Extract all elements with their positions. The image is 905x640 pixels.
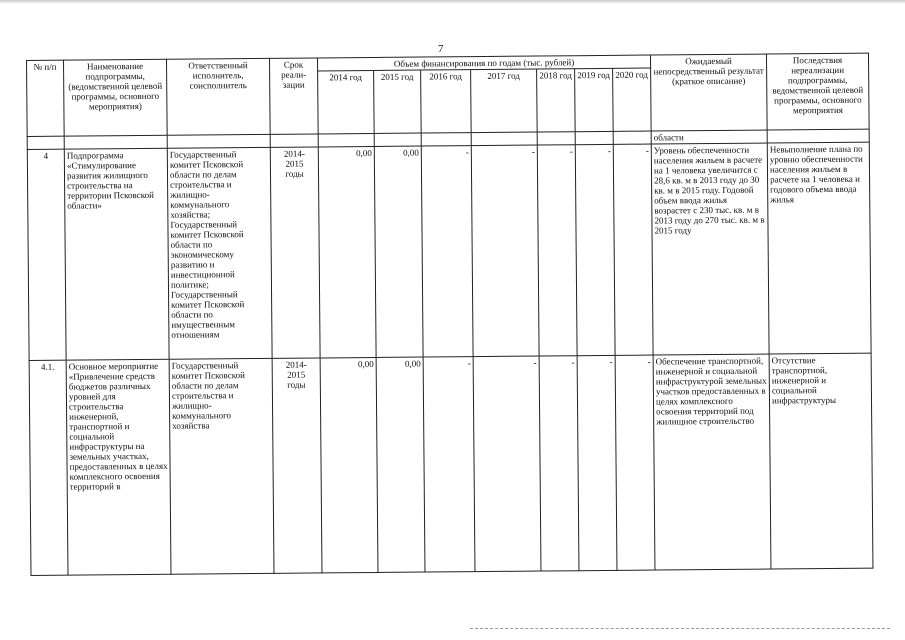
row-value-2019: - <box>575 144 615 355</box>
header-year-2017: 2017 год <box>471 69 538 133</box>
row-expected: Обеспечение транспортной, инженерной и социальной инфраструктурой земельных участков предоставленных в целях комплексного освоения территорий под жилищное строительство <box>653 354 771 570</box>
header-expected: Ожидаемый непосредственный результат (краткое описание) <box>650 54 767 131</box>
header-year-2020: 2020 год <box>613 68 652 131</box>
continuation-expected: области <box>651 130 767 144</box>
row-value-2015: 0,00 <box>376 357 425 572</box>
row-term: 2014- 2015 годы <box>272 358 322 573</box>
table-row <box>29 353 873 575</box>
row-executor: Государственный комитет Псковской области по делам строительства и жилищно-коммунального хозяйства; Государственный комитет Псковской области по экономическому развитию и инвестиционной политике; Государственный комитет Псковской области по имущественным отношениям <box>167 147 272 359</box>
program-table <box>26 53 873 576</box>
row-value-2020: - <box>613 144 653 355</box>
row-value-2017: - <box>471 145 539 357</box>
header-name: Наименование подпрограммы, (ведомственной целевой программы, основного мероприятия) <box>64 59 168 136</box>
row-value-2020: - <box>615 355 655 570</box>
scan-edge-top <box>0 0 905 4</box>
row-name: Подпрограмма «Стимулирование развития жилищного строительства на территории Псковской области» <box>64 148 169 360</box>
header-num: № п/п <box>27 60 65 136</box>
row-executor: Государственный комитет Псковской области по делам строительства и жилищно-коммунального хозяйства <box>169 358 274 574</box>
header-year-2019: 2019 год <box>575 68 614 131</box>
header-funding-group: Объем финансирования по годам (тыс. рублей) <box>317 55 650 71</box>
row-value-2016: - <box>421 146 473 357</box>
row-num: 4 <box>27 149 66 360</box>
header-year-2016: 2016 год <box>421 70 472 133</box>
row-term: 2014- 2015 годы <box>270 147 320 358</box>
row-value-2015: 0,00 <box>374 146 423 357</box>
row-consequences: Невыполнение плана по уровню обеспеченности населения жильем в расчете на 1 человека и годового объема ввода жилья <box>767 142 871 354</box>
scan-edge-bottom <box>470 628 890 630</box>
row-value-2014: 0,00 <box>318 146 376 357</box>
row-value-2014: 0,00 <box>320 357 378 572</box>
row-value-2019: - <box>577 355 617 570</box>
row-value-2016: - <box>423 357 475 572</box>
row-value-2018: - <box>537 145 577 356</box>
page-number: 7 <box>438 43 444 55</box>
row-value-2018: - <box>539 356 579 571</box>
row-num: 4.1. <box>29 360 68 575</box>
header-term: Срок реали-зации <box>269 58 318 134</box>
row-expected: Уровень обеспеченности населения жильем в расчете на 1 человека увеличится с 28,6 кв. м в 2013 году до 30 кв. м в 2015 году. Годовой объем ввода жилья возрастет с 230 тыс. кв. м в 2013 году до 270 тыс. кв. м в 2015 году <box>651 143 769 355</box>
header-year-2014: 2014 год <box>318 70 375 133</box>
header-year-2018: 2018 год <box>537 69 576 132</box>
header-year-2015: 2015 год <box>374 70 422 133</box>
header-executor: Ответственный исполнитель, соисполнитель <box>166 58 270 135</box>
row-consequences: Отсутствие транспортной, инженерной и социальной инфраструктуры <box>769 353 873 569</box>
table-row <box>27 142 871 360</box>
header-consequences: Последствия нереализации подпрограммы, ведомственной целевой программы, основного мероприятия <box>766 53 869 130</box>
row-value-2017: - <box>473 356 541 572</box>
row-name: Основное мероприятие «Привлечение средств бюджетов различных уровней для строительства инженерной, транспортной и социальной инфраструктуры на земельных участках, предоставленных в целях комплексного освоения территорий в <box>66 359 171 575</box>
